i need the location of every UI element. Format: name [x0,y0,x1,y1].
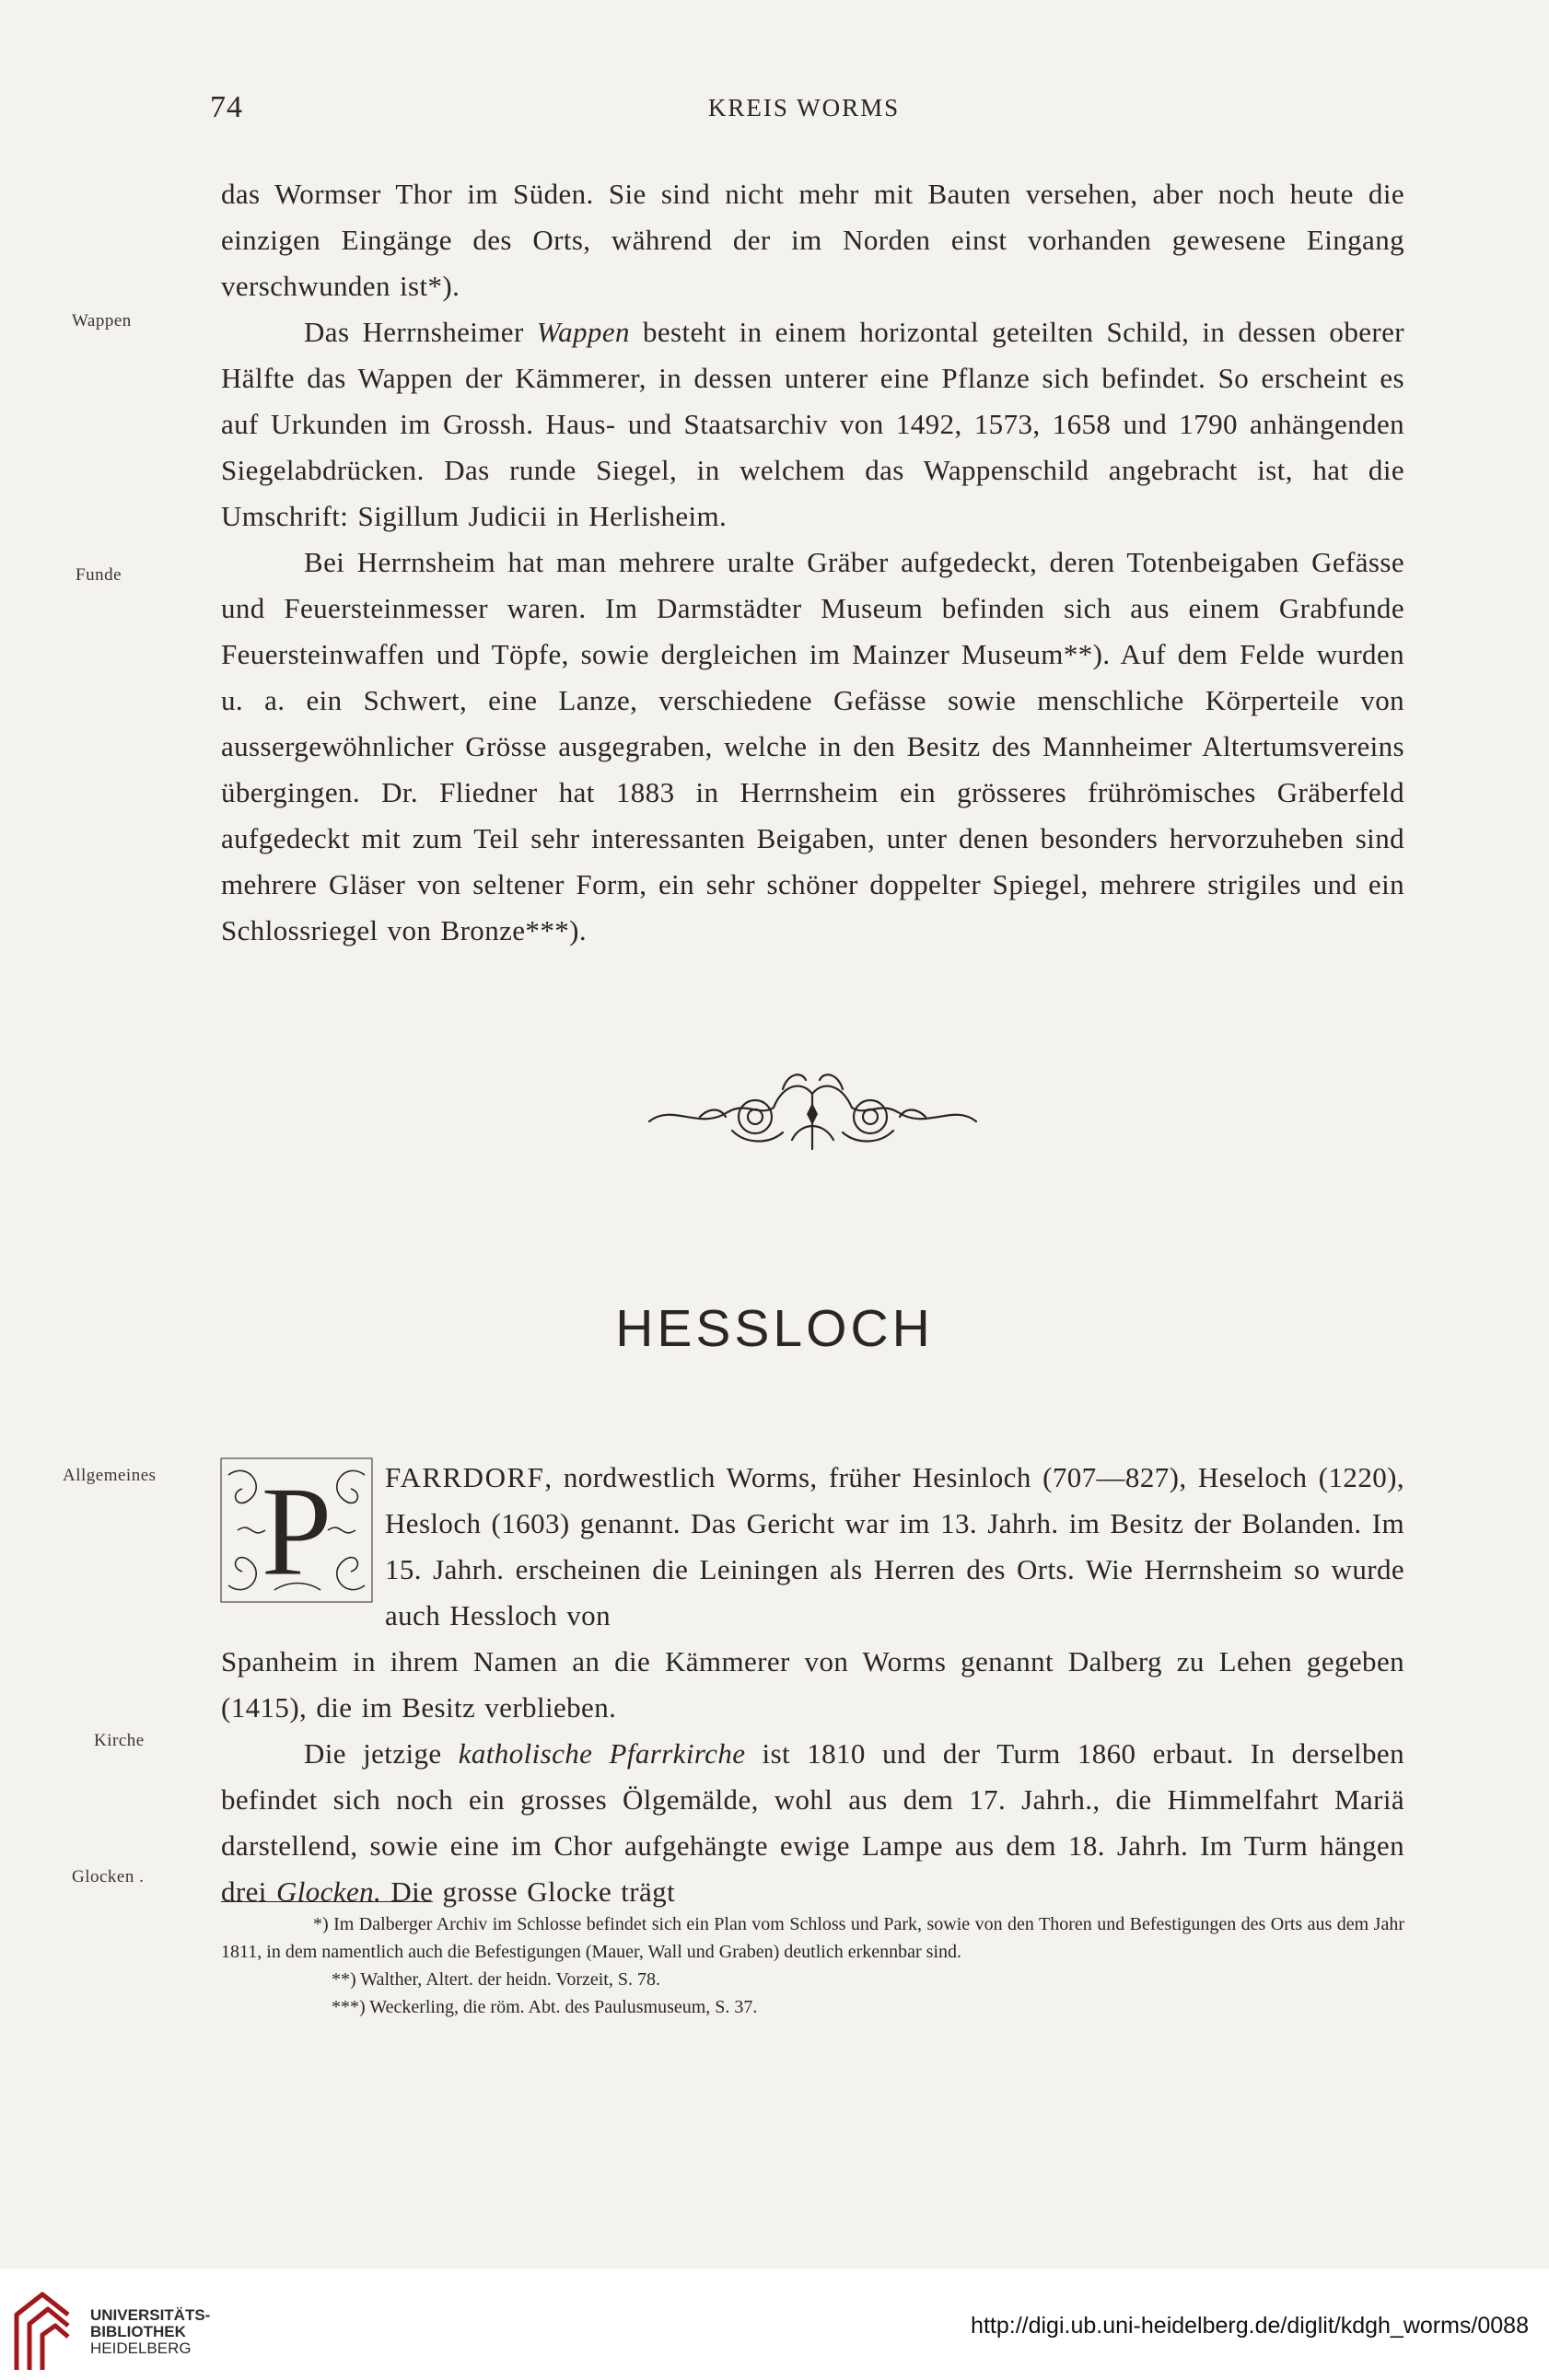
margin-note-wappen: Wappen [72,311,132,331]
text-block-hessloch [221,1639,1404,1915]
paragraph-kirche [221,1731,1404,1915]
margin-note-funde: Funde [76,565,122,585]
kirche-text-mid: ist 1810 und der Turm 1860 erbaut. In derselben befindet sich noch ein grosses Ölgemälde, wohl aus dem 17. Jahrh., die Himmelfahrt Mariä darstellend, sowie eine im Chor aufgehängte ewige Lampe aus dem 18. Jahrh. Im Turm hängen drei [221,1737,1404,1908]
paragraph-funde: Bei Herrnsheim hat man mehrere uralte Gräber aufgedeckt, deren Totenbeigaben Gefässe und Feuersteinmesser waren. Im Darmstädter Museum befinden sich aus einem Grabfunde Feuersteinwaffen und Töpfe, sowie dergleichen im Mainzer Museum**). Auf dem Felde wurden u. a. ein Schwert, eine Lanze, verschiedene Gefässe sowie menschliche Körperteile von aussergewöhnlicher Grösse ausgegraben, welche in den Besitz des Mannheimer Altertumsvereins übergingen. Dr. Fliedner hat 1883 in Herrnsheim ein grösseres frührömisches Gräberfeld aufgedeckt mit zum Teil sehr interessanten Beigaben, unter denen besonders hervorzuheben sind mehrere Gläser von seltener Form, ein sehr schöner doppelter Spiegel, mehrere strigiles und ein Schlossriegel von Bronze***). [221,546,1404,946]
kirche-term: katholische Pfarrkirche [458,1737,746,1770]
library-name [90,2307,210,2357]
paragraph-hessloch-intro [385,1455,1404,1639]
glocken-term: Glocken. [275,1875,382,1908]
library-name-line-2: BIBLIOTHEK [90,2323,186,2340]
wappen-term: Wappen [536,316,630,348]
dropcap-letter: P [261,1460,332,1603]
footnote-rule [221,1901,433,1902]
paragraph-wappen [221,309,1404,540]
farrdorf-caps: FARRDORF [385,1461,545,1493]
running-title: KREIS WORMS [707,94,901,122]
kirche-text-end: Die grosse Glocke trägt [381,1875,676,1908]
source-url-link[interactable]: http://digi.ub.uni-heidelberg.de/diglit/kdgh_worms/0088 [971,2313,1529,2339]
wappen-text-start: Das Herrnsheimer [304,316,537,348]
library-name-line-3: HEIDELBERG [90,2339,192,2357]
wappen-text-rest: besteht in einem horizontal geteilten Schild, in dessen oberer Hälfte das Wappen der Kämmerer, in dessen unterer eine Pflanze sich befindet. So erscheint es auf Urkunden im Grossh. Haus- und Staatsarchiv von 1492, 1573, 1658 und 1790 anhängenden Siegelabdrücken. Das runde Siegel, in welchem das Wappenschild angebracht ist, hat die Umschrift: Sigillum Judicii in Herlisheim. [221,316,1404,532]
footnotes [221,1910,1404,2021]
kirche-text-start: Die jetzige [304,1737,459,1770]
margin-note-kirche: Kirche [94,1731,145,1750]
paragraph-spanheim: Spanheim in ihrem Namen an die Kämmerer von Worms genannt Dalberg zu Lehen gegeben (1415), die im Besitz verblieben. [221,1645,1404,1724]
library-name-line-1: UNIVERSITÄTS- [90,2306,211,2324]
library-footer [0,2269,1549,2380]
paragraph-tore: das Wormser Thor im Süden. Sie sind nicht mehr mit Bauten versehen, aber noch heute die einzigen Eingänge des Orts, während der im Norden einst vorhanden gewesene Eingang verschwunden ist*). [221,178,1404,302]
footnote-2: **) Walther, Altert. der heidn. Vorzeit, S. 78. [332,1969,660,1990]
margin-note-allgemeines: Allgemeines [63,1466,157,1485]
margin-note-glocken: Glocken . [72,1867,145,1887]
footnote-3: ***) Weckerling, die röm. Abt. des Paulusmuseum, S. 37. [332,1997,758,2017]
section-title: HESSLOCH [615,1299,934,1358]
dropcap-ornament [219,1457,374,1604]
page-header [210,90,1398,127]
ornament-vignette [645,1066,981,1154]
footnote-1: *) Im Dalberger Archiv im Schlosse befindet sich ein Plan vom Schloss und Park, sowie von den Thoren und Befestigungen des Orts aus dem Jahr 1811, in dem namentlich auch die Befestigungen (Mauer, Wall und Graben) deutlich erkennbar sind. [221,1914,1404,1962]
hessloch-intro-text: , nordwestlich Worms, früher Hesinloch (707—827), Heseloch (1220), Hesloch (1603) genannt. Das Gericht war im 13. Jahrh. im Besitz der Bolanden. Im 15. Jahrh. erscheinen die Leiningen als Herren des Orts. Wie Herrnsheim so wurde auch Hessloch von [385,1461,1404,1631]
library-logo-icon[interactable] [9,2287,76,2372]
page-number: 74 [210,90,243,124]
text-block-herrnsheim [221,171,1404,954]
